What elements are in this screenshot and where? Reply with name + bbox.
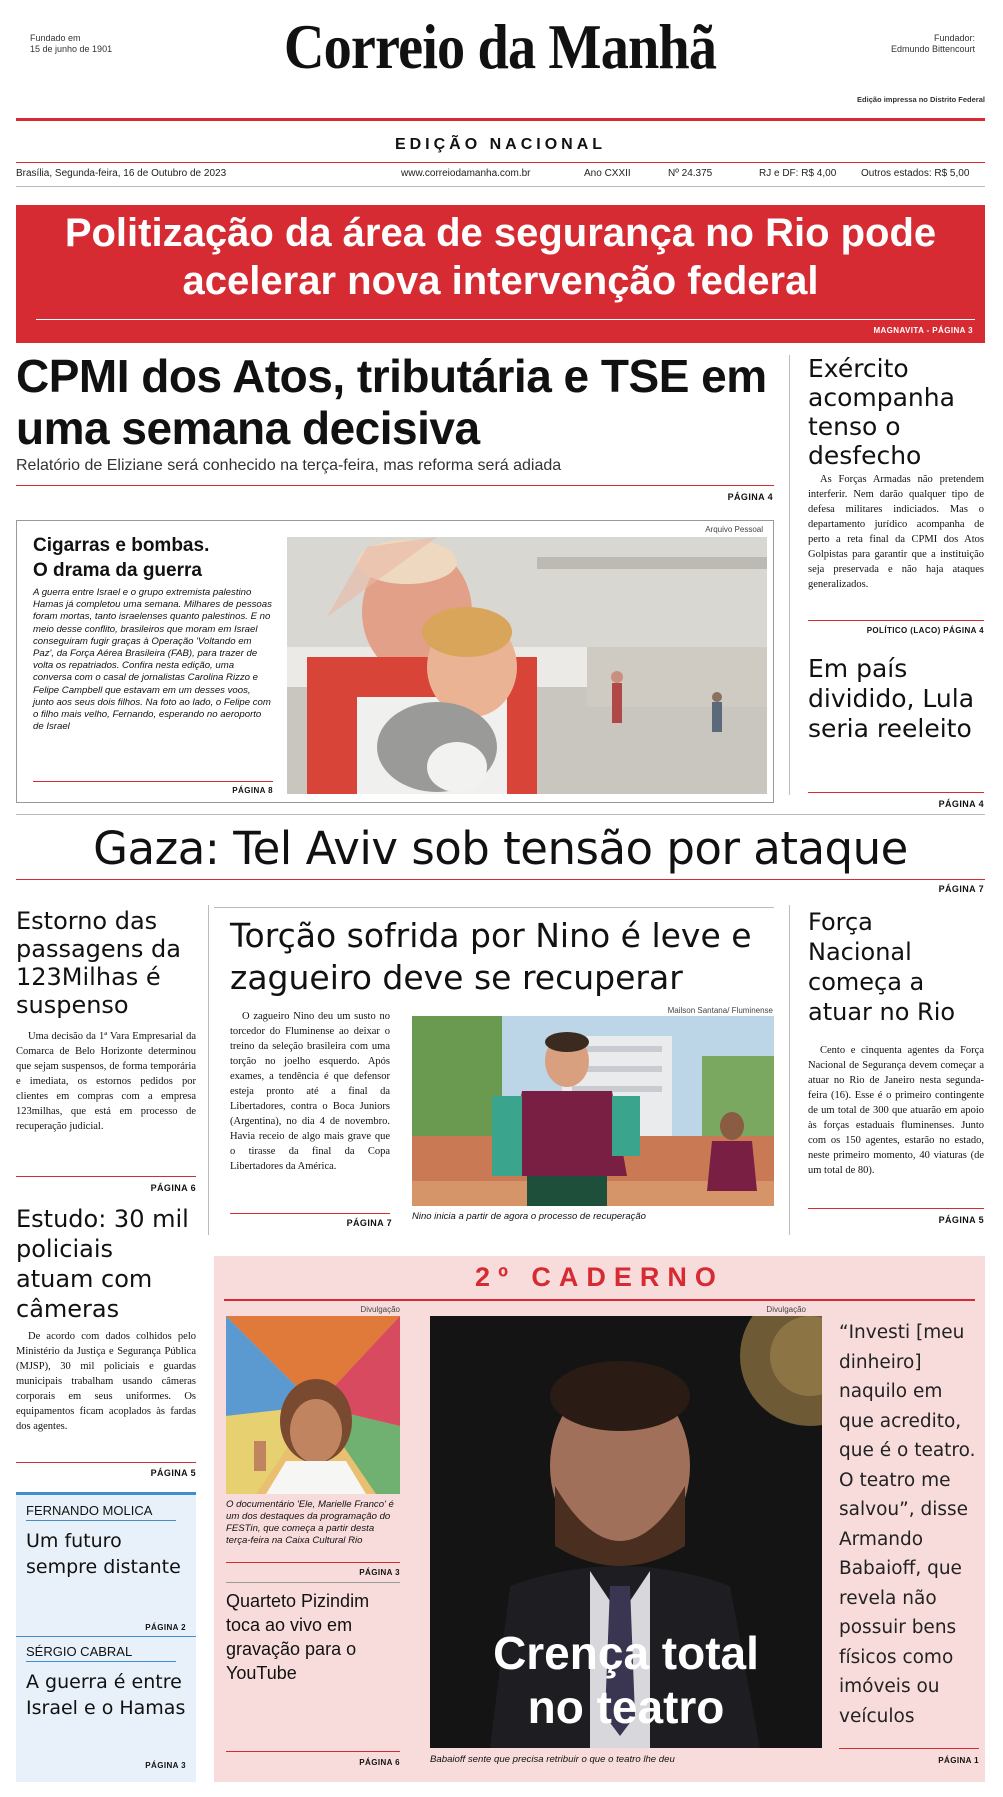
- girl-umbrella-photo: [226, 1316, 400, 1494]
- lead-tag: MAGNAVITA - PÁGINA 3: [873, 326, 973, 335]
- nino-headline[interactable]: Torção sofrida por Nino é leve e zagueiro deve se recuperar: [230, 916, 752, 997]
- nino-rule: [230, 1213, 390, 1214]
- nino-top-rule: [214, 907, 774, 908]
- estudo-rule: [16, 1462, 196, 1463]
- dateline-bar: [16, 168, 985, 182]
- exercito-page[interactable]: POLÍTICO (LACO) PÁGINA 4: [866, 626, 984, 635]
- lead-headline: Politização da área de segurança no Rio pode acelerar nova intervenção federal: [64, 211, 937, 303]
- right-column-divider: [789, 355, 790, 795]
- estorno-headline[interactable]: Estorno das passagens da 123Milhas é suspenso: [16, 907, 181, 1019]
- cigarras-box[interactable]: [16, 520, 774, 803]
- ele-photo[interactable]: [226, 1316, 400, 1494]
- masthead-title[interactable]: Correio da Manhã: [283, 11, 717, 82]
- cpmi-page[interactable]: PÁGINA 4: [727, 492, 773, 502]
- gaza-page[interactable]: PÁGINA 7: [938, 884, 984, 894]
- babaioff-photo[interactable]: [430, 1316, 822, 1748]
- column-rule-1: [26, 1520, 176, 1521]
- cigarras-rule: [33, 781, 273, 782]
- edition-note: Edição impressa no Distrito Federal: [857, 95, 985, 104]
- column-author-1: FERNANDO MOLICA: [26, 1503, 153, 1518]
- quote-rule: [839, 1748, 979, 1749]
- caderno-rule: [224, 1299, 975, 1301]
- lula-page[interactable]: PÁGINA 4: [938, 799, 984, 809]
- airport-family-photo: [287, 537, 767, 794]
- edition-rule: [16, 162, 985, 163]
- estudo-body: De acordo com dados colhidos pelo Ministério da Justiça e Segurança Pública (MJSP), 30 mil policiais e guardas municipais trabalham usando câmeras corporais em seus uniformes. Os equipamentos ficam acoplados às fardas dos agentes.: [16, 1331, 196, 1432]
- main-headline-line2: no teatro: [527, 1681, 725, 1733]
- main-headline: [430, 1626, 822, 1734]
- caderno-label[interactable]: 2º CADERNO: [475, 1262, 724, 1292]
- nino-caption: Nino inicia a partir de agora o processo de recuperação: [412, 1211, 646, 1222]
- column-divider: [16, 1636, 196, 1637]
- cigarras-photo[interactable]: [287, 537, 767, 794]
- dateline: Brasília, Segunda-feira, 16 de Outubro de 2023: [16, 168, 227, 179]
- price-rj-df: RJ e DF: R$ 4,00: [759, 168, 837, 179]
- founder-note: [830, 33, 975, 55]
- gaza-rule: [16, 879, 985, 880]
- masthead-rule: [16, 118, 985, 121]
- quarteto-rule: [226, 1751, 400, 1752]
- nino-credit: Mailson Santana/ Fluminense: [667, 1006, 773, 1015]
- cpmi-headline[interactable]: CPMI dos Atos, tributária e TSE em uma semana decisiva: [16, 350, 767, 454]
- quarteto-headline[interactable]: Quarteto Pizindim toca ao vivo em gravação para o YouTube: [226, 1591, 370, 1683]
- left-column-divider: [208, 905, 209, 1235]
- exercito-rule: [808, 620, 984, 621]
- edition-name: EDIÇÃO NACIONAL: [394, 136, 607, 153]
- forca-rule: [808, 1208, 984, 1209]
- ele-page[interactable]: PÁGINA 3: [359, 1568, 400, 1577]
- ele-caption: O documentário 'Ele, Marielle Franco' é um dos destaques da programação do FESTin, que começa a partir desta terça-feira na Caixa Cultural Rio: [226, 1499, 394, 1546]
- cigarras-headline-line2: O drama da guerra: [33, 560, 202, 581]
- column-title-2[interactable]: A guerra é entre Israel e o Hamas: [26, 1671, 186, 1719]
- exercito-body: As Forças Armadas não pretendem interferir. Nem darão qualquer tipo de defesa militares indiciados. Mas o departamento jurídico acompanha de perto a reta final da CPMI dos Atos Golpistas para garantir que a instituição seja preservada e não haja ataques generalizados.: [808, 474, 984, 590]
- cigarras-page[interactable]: PÁGINA 8: [232, 786, 273, 795]
- cpmi-rule: [16, 485, 774, 486]
- dateline-rule: [16, 186, 985, 187]
- gaza-headline[interactable]: Gaza: Tel Aviv sob tensão por ataque: [93, 822, 908, 875]
- lead-inner-rule: [36, 319, 975, 320]
- caderno-page[interactable]: PÁGINA 1: [938, 1756, 979, 1765]
- column-page-1[interactable]: PÁGINA 2: [145, 1623, 186, 1632]
- lula-headline[interactable]: Em país dividido, Lula seria reeleito: [808, 654, 975, 743]
- nino-body: O zagueiro Nino deu um susto no torcedor do Fluminense ao deixar o treino da seleção brasileira com uma torção no joelho esquerdo. Após exames, a tendência é que defensor esteja pronto até a final da Libertadores, contra o Boca Juniors (Argentina), no dia 4 de novembro. Havia receio de algo mais grave que o tirasse da final da Copa Libertadores da América.: [230, 1011, 390, 1172]
- column-page-2[interactable]: PÁGINA 3: [145, 1761, 186, 1770]
- nino-page[interactable]: PÁGINA 7: [346, 1218, 392, 1228]
- caderno-section: [214, 1256, 985, 1782]
- founded-line2: 15 de junho de 1901: [30, 44, 113, 54]
- issue-number: Nº 24.375: [668, 168, 713, 179]
- cigarras-headline-line1: Cigarras e bombas.: [33, 535, 210, 556]
- ele-credit: Divulgação: [360, 1305, 400, 1314]
- opinion-columns: [16, 1492, 196, 1782]
- gaza-top-rule: [16, 814, 985, 815]
- founded-line1: Fundado em: [30, 33, 81, 43]
- founder-line2: Edmundo Bittencourt: [890, 44, 975, 54]
- estudo-page[interactable]: PÁGINA 5: [150, 1468, 196, 1478]
- column-rule-2: [26, 1661, 176, 1662]
- quarteto-page[interactable]: PÁGINA 6: [359, 1758, 400, 1767]
- estorno-body: Uma decisão da 1ª Vara Empresarial da Comarca de Belo Horizonte determinou que sejam suspensos, de forma temporária e imediata, os estornos pedidos por clientes em compras com a empresa 123milhas, que está em processo de recuperação judicial.: [16, 1031, 196, 1132]
- ele-bottom-rule: [226, 1582, 400, 1583]
- forca-page[interactable]: PÁGINA 5: [938, 1215, 984, 1225]
- ele-rule: [226, 1562, 400, 1563]
- lead-banner[interactable]: [16, 205, 985, 343]
- column-author-2: SÉRGIO CABRAL: [26, 1644, 133, 1659]
- main-headline-line1: Crença total: [493, 1627, 759, 1679]
- babaioff-quote: “Investi [meu dinheiro] naquilo em que acredito, que é o teatro. O teatro me salvou”, disse Armando Babaioff, que revela não possuir bens físicos como imóveis ou veículos: [839, 1322, 976, 1727]
- founded-note: [30, 33, 150, 55]
- main-caption: Babaioff sente que precisa retribuir o que o teatro lhe deu: [430, 1754, 675, 1765]
- cigarras-headline: [33, 533, 273, 583]
- main-credit: Divulgação: [766, 1305, 806, 1314]
- lula-rule: [808, 792, 984, 793]
- cigarras-credit: Arquivo Pessoal: [705, 525, 763, 534]
- nino-photo[interactable]: [412, 1016, 774, 1206]
- cpmi-subhead: Relatório de Eliziane será conhecido na terça-feira, mas reforma será adiada: [16, 457, 562, 474]
- estudo-headline[interactable]: Estudo: 30 mil policiais atuam com câmeras: [16, 1205, 189, 1323]
- forca-headline[interactable]: Força Nacional começa a atuar no Rio: [808, 908, 956, 1026]
- soccer-player-photo: [412, 1016, 774, 1206]
- column-title-1[interactable]: Um futuro sempre distante: [26, 1530, 181, 1578]
- estorno-rule: [16, 1176, 196, 1177]
- estorno-page[interactable]: PÁGINA 6: [150, 1183, 196, 1193]
- exercito-headline[interactable]: Exército acompanha tenso o desfecho: [808, 354, 955, 470]
- price-other: Outros estados: R$ 5,00: [861, 168, 970, 179]
- website-link[interactable]: www.correiodamanha.com.br: [401, 168, 531, 179]
- cigarras-body: A guerra entre Israel e o grupo extremista palestino Hamas já completou uma semana. Milhares de pessoas foram mortas, tanto israelenses quanto palestinos. E no meio desse conflito, brasileiros que moram em Israel conseguiram fugir graças à Operação 'Voltando em Paz', da Força Aérea Brasileira (FAB), para trazer de volta os repatriados. Confira nesta edição, uma conversa com o casal de jornalistas Carolina Rizzo e Felipe Campbell que estavam em um desses voos, junto aos seus dois filhos. Na foto ao lado, o Felipe com o filho mais velho, Fernando, esperando no aeroporto de Israel: [33, 587, 272, 733]
- founder-line1: Fundador:: [933, 33, 975, 43]
- year-label: Ano CXXII: [584, 168, 631, 179]
- forca-body: Cento e cinquenta agentes da Força Nacional de Segurança devem começar a atuar no Rio de Janeiro nesta segunda-feira (16). Esse é o primeiro contingente de um total de 300 que atuarão em apoio às forças estaduais fluminenses. Junto com os 150 agentes, estarão no estado, neste primeiro momento, 40 viaturas (de um total de 80).: [808, 1045, 984, 1176]
- right-band-divider: [789, 905, 790, 1235]
